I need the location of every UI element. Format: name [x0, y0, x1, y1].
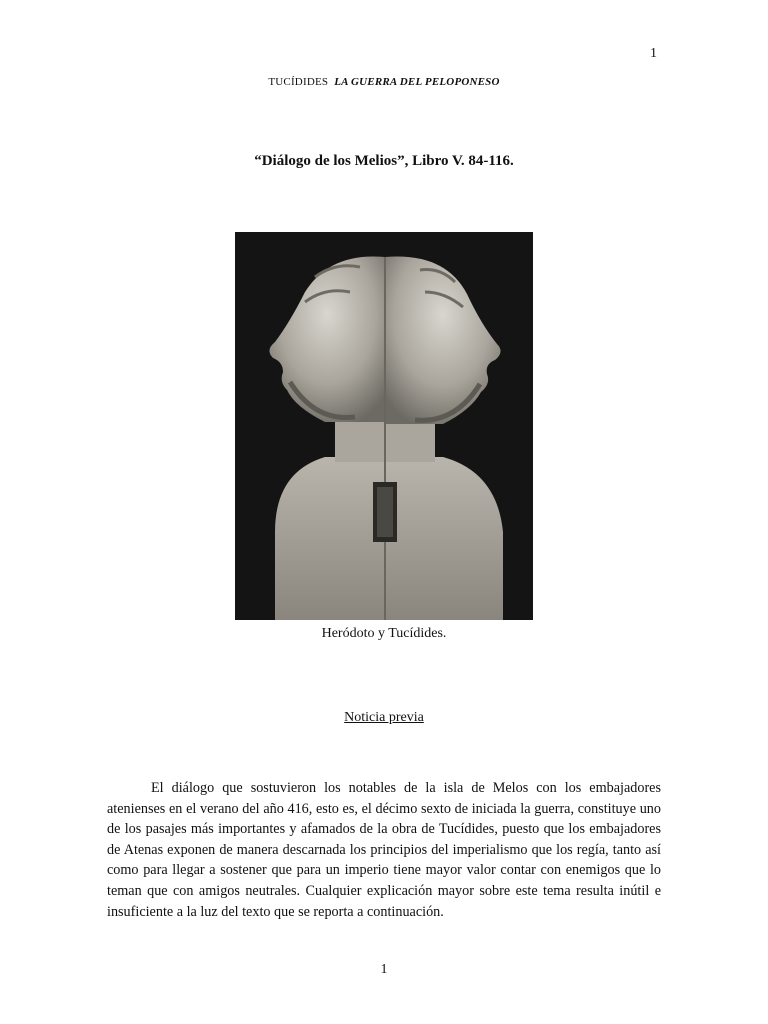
header-author: TUCÍDIDES	[268, 76, 329, 88]
running-header	[0, 76, 768, 88]
page-number-top: 1	[650, 46, 657, 61]
header-book-title: LA GUERRA DEL PELOPONESO	[334, 76, 500, 88]
intro-paragraph: El diálogo que sostuvieron los notables de la isla de Melos con los embajadores atenienses en el verano del año 416, esto es, el décimo sexto de iniciada la guerra, constituye uno de los pasajes más importantes y afamados de la obra de Tucídides, puesto que los embajadores de Atenas exponen de manera descarnada los principios del imperialismo que los regía, tanto así como para llegar a sostener que para un imperio tiene mayor valor contar con enemigos que lo teman que con amigos neutrales. Cualquier explicación mayor sobre este tema resulta inútil e insuficiente a la luz del texto que se reporta a continuación.	[107, 780, 661, 920]
section-heading	[0, 710, 768, 726]
figure-caption: Heródoto y Tucídides.	[321, 626, 447, 641]
document-title: “Diálogo de los Melios”, Libro V. 84-116.	[254, 153, 514, 169]
herodotus-thucydides-bust-image	[235, 232, 533, 620]
section-heading-text: Noticia previa	[344, 710, 424, 725]
double-herm-bust-icon	[235, 232, 533, 620]
page-number-bottom: 1	[380, 962, 388, 977]
